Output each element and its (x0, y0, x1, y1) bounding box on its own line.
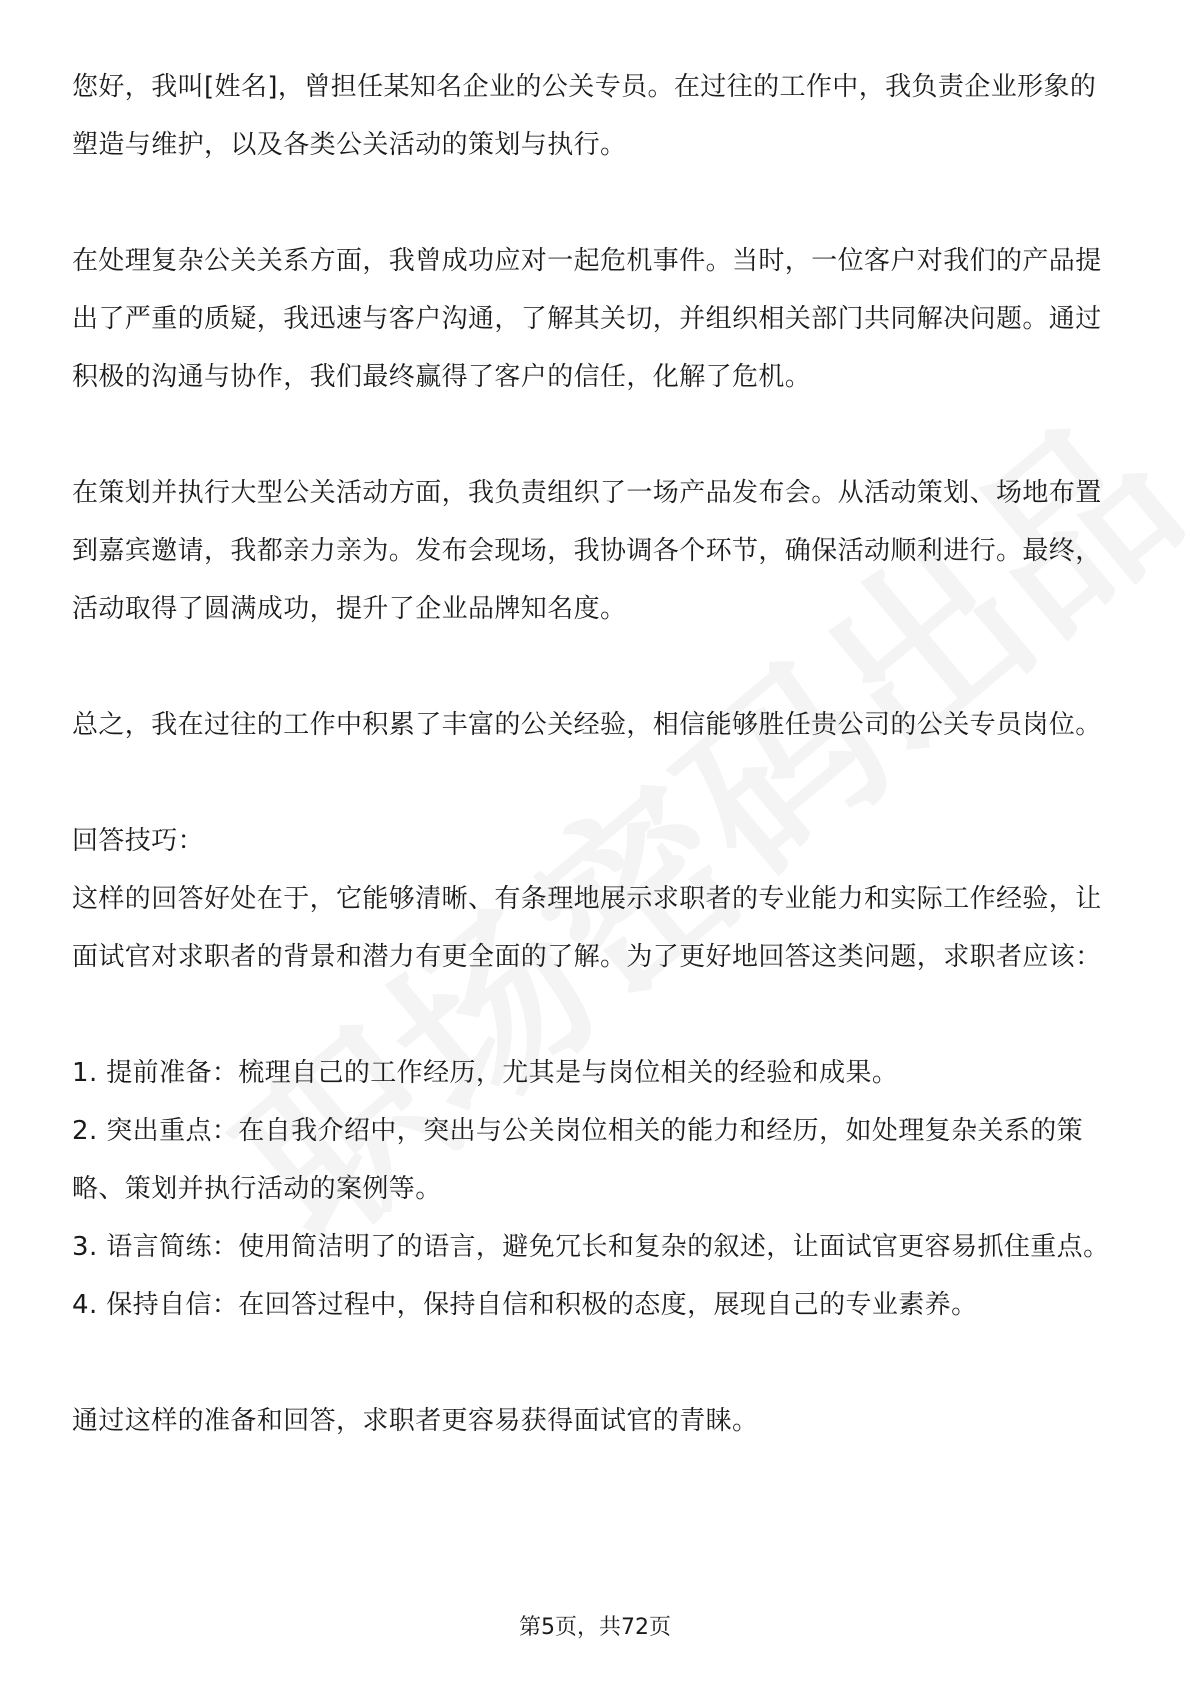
page-number: 第5页，共72页 (519, 1615, 671, 1640)
tips-conclusion: 通过这样的准备和回答，求职者更容易获得面试官的青睐。 (72, 1406, 759, 1436)
paragraph-event: 在策划并执行大型公关活动方面，我负责组织了一场产品发布会。从活动策划、场地布置到嘉宾邀请，我都亲力亲为。发布会现场，我协调各个环节，确保活动顺利进行。最终，活动取得了圆满成功，提升了企业品牌知名度。 (72, 478, 1102, 624)
tip-item-4: 4. 保持自信：在回答过程中，保持自信和积极的态度，展现自己的专业素养。 (72, 1290, 978, 1320)
tips-intro: 这样的回答好处在于，它能够清晰、有条理地展示求职者的专业能力和实际工作经验，让面试官对求职者的背景和潜力有更全面的了解。为了更好地回答这类问题，求职者应该： (72, 884, 1102, 972)
tip-item-1: 1. 提前准备：梳理自己的工作经历，尤其是与岗位相关的经验和成果。 (72, 1058, 899, 1088)
paragraph-summary: 总之，我在过往的工作中积累了丰富的公关经验，相信能够胜任贵公司的公关专员岗位。 (72, 710, 1102, 740)
tip-item-2: 2. 突出重点：在自我介绍中，突出与公关岗位相关的能力和经历，如处理复杂关系的策略、策划并执行活动的案例等。 (72, 1116, 1084, 1204)
paragraph-intro: 您好，我叫[姓名]，曾担任某知名企业的公关专员。在过往的工作中，我负责企业形象的塑造与维护，以及各类公关活动的策划与执行。 (72, 72, 1097, 160)
document-body (72, 58, 1122, 1450)
tip-item-3: 3. 语言简练：使用简洁明了的语言，避免冗长和复杂的叙述，让面试官更容易抓住重点。 (72, 1232, 1110, 1262)
tips-heading: 回答技巧： (72, 826, 205, 856)
paragraph-crisis: 在处理复杂公关关系方面，我曾成功应对一起危机事件。当时，一位客户对我们的产品提出了严重的质疑，我迅速与客户沟通，了解其关切，并组织相关部门共同解决问题。通过积极的沟通与协作，我们最终赢得了客户的信任，化解了危机。 (72, 246, 1102, 392)
